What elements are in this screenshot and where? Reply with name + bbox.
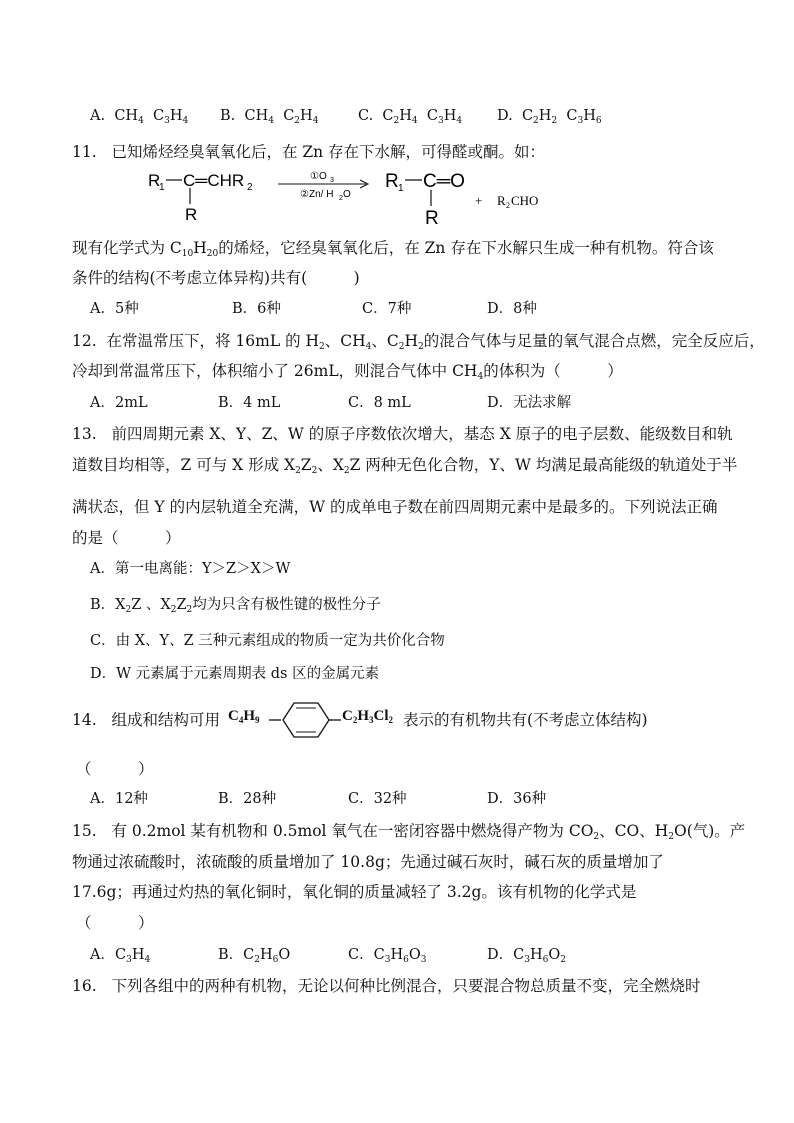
q13-line1: 13. 前四周期元素 X、Y、Z、W 的原子序数依次增大，基态 X 原子的电子层数、能级数目和轨	[72, 425, 733, 443]
q15-option-c: C．$C_3H_6O_3$	[348, 947, 427, 965]
q14-option-b: B．28种	[218, 791, 277, 807]
plus-sign: +	[475, 193, 483, 208]
q13-line3: 满状态，但 Y 的内层轨道全充满，W 的成单电子数在前四周期元素中是最多的。下列说法正确	[72, 498, 718, 516]
q15-line2: 物通过浓硫酸时，浓硫酸的质量增加了 10.8g；先通过碱石灰时，碱石灰的质量增加了	[72, 853, 664, 871]
q13-option-d: D．W 元素属于元素周期表 ds 区的金属元素	[90, 666, 380, 682]
q14-structure	[225, 700, 405, 740]
q15-option-a: A．$C_3H_4$	[90, 947, 151, 965]
condition-ozone: ①O	[310, 171, 327, 182]
q14-option-a: A．12种	[90, 791, 148, 807]
q11-reaction-scheme	[140, 160, 560, 232]
reactant-r: R	[185, 205, 198, 224]
q15-option-d: D．$C_3H_6O_2$	[487, 947, 566, 965]
reactant-r1-sub: 1	[159, 182, 165, 193]
product-carbonyl: C═O	[423, 171, 465, 192]
reactant-r2-sub: 2	[247, 182, 253, 193]
q13-option-a: A．第一电离能：Y＞Z＞X＞W	[90, 561, 291, 577]
q10-option-d: D. $C_2H_2$ $C_3H_6$	[497, 108, 602, 126]
benzene-ring-icon	[269, 700, 349, 740]
q13-line2: 道数目均相等，Z 可与 X 形成 $X_2Z_2$、$X_2Z$ 两种无色化合物，Y、W 均满足最高能级的轨道处于半	[72, 456, 738, 476]
q11-line2: 现有化学式为 $C_{10}H_{20}$的烯烃，它经臭氧氧化后，在 Zn 存在下水解只生成一种有机物。符合该	[72, 239, 714, 259]
q14-left-group: $C_4H_9$	[228, 708, 260, 725]
product-r1-sub: 1	[398, 183, 404, 194]
q13-option-c: C．由 X、Y、Z 三种元素组成的物质一定为共价化合物	[90, 633, 445, 649]
q14-option-c: C．32种	[348, 791, 407, 807]
product-r1: R	[385, 171, 399, 192]
q15-paren: （ ）	[76, 914, 154, 932]
condition-water-o: O	[343, 189, 351, 200]
q12-line1: 12. 在常温常压下，将 16mL 的 $H_2$、$CH_4$、$C_2H_2$的混合气体与足量的氧气混合点燃，完全反应后，	[72, 332, 765, 352]
q15-line3: 17.6g；再通过灼热的氧化铜时，氧化铜的质量减轻了 3.2g。该有机物的化学式是	[72, 883, 637, 901]
q14-stem-tail: 表示的有机物共有(不考虑立体结构)	[403, 711, 648, 729]
q15-option-b: B．$C_2H_6O$	[218, 947, 291, 965]
q12-option-a: A．2mL	[90, 395, 148, 411]
condition-zn-water: ②Zn/ H	[300, 189, 334, 200]
q14-paren: （ ）	[76, 760, 154, 778]
q15-line1: 15. 有 0.2mol 某有机物和 0.5mol 氧气在一密闭容器中燃烧得产物为 $CO_2$、CO、$H_2O$(气)。产	[72, 822, 746, 842]
q14-option-d: D．36种	[487, 791, 547, 807]
q10-option-c: C. $C_2H_4$ $C_3H_4$	[358, 108, 463, 126]
condition-water-sub: 2	[339, 195, 343, 202]
product-r: R	[425, 208, 439, 229]
reaction-diagram	[140, 160, 560, 232]
product-r2cho: R	[497, 193, 506, 208]
product-r2cho-sub: 2	[506, 201, 510, 210]
q13-option-b: B．$X_2Z$ 、$X_2Z_2$均为只含有极性键的极性分子	[90, 597, 381, 615]
q10-option-b: B. $CH_4$ $C_2H_4$	[220, 108, 319, 126]
q12-option-d: D．无法求解	[487, 395, 572, 411]
reactant-alkene: C═CHR	[183, 171, 245, 190]
q11-stem: 11. 已知烯烃经臭氧氧化后，在 Zn 存在下水解，可得醛或酮。如：	[72, 143, 546, 161]
q11-option-c: C．7种	[362, 301, 412, 317]
q11-option-d: D．8种	[487, 301, 537, 317]
q10-option-a: A. $CH_4$ $C_3H_4$	[90, 108, 189, 126]
q16-line1: 16. 下列各组中的两种有机物，无论以何种比例混合，只要混合物总质量不变，完全燃烧时	[72, 977, 701, 995]
q14-right-group: $C_2H_3Cl_2$	[342, 708, 394, 725]
product-r2cho-end: CHO	[511, 193, 539, 208]
q12-option-b: B．4 mL	[218, 395, 281, 411]
q12-option-c: C．8 mL	[348, 395, 411, 411]
q12-line2: 冷却到常温常压下，体积缩小了 26mL，则混合气体中 $CH_4$的体积为（ ）	[72, 362, 623, 382]
reactant-r1: R	[148, 171, 161, 190]
q14-stem: 14. 组成和结构可用	[72, 711, 220, 729]
q11-option-a: A．5种	[90, 301, 139, 317]
q11-line3: 条件的结构(不考虑立体异构)共有( )	[72, 269, 360, 287]
q11-option-b: B．6种	[232, 301, 281, 317]
q13-line4: 的是（ ）	[72, 529, 181, 547]
condition-ozone-sub: 3	[330, 177, 334, 184]
